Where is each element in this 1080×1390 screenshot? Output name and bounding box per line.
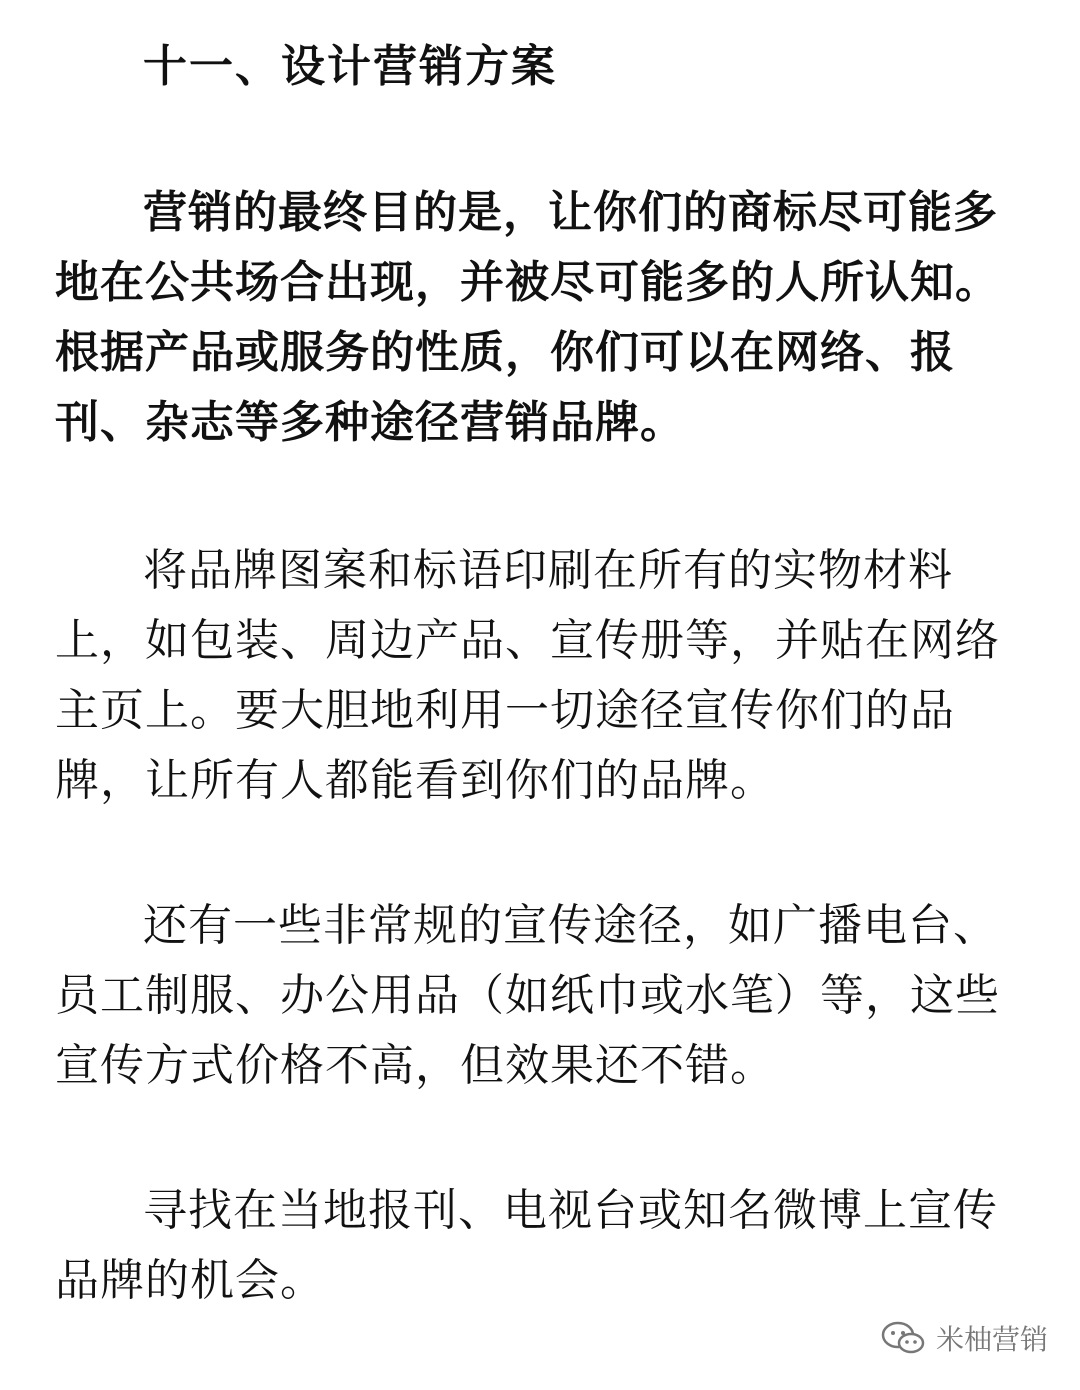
paragraph-4-line-1: 寻找在当地报刊、电视台或知名微博上宣传 xyxy=(143,1185,998,1236)
paragraph-3-line-1: 还有一些非常规的宣传途径，如广播电台、 xyxy=(143,900,998,951)
paragraph-3-line-2: 员工制服、办公用品（如纸巾或水笔）等，这些 xyxy=(55,970,1000,1021)
paragraph-1-line-2: 地在公共场合出现，并被尽可能多的人所认知。 xyxy=(55,257,1000,308)
account-watermark xyxy=(880,1316,1048,1360)
paragraph-1-line-3: 根据产品或服务的性质，你们可以在网络、报 xyxy=(55,327,955,378)
paragraph-1-line-1: 营销的最终目的是，让你们的商标尽可能多 xyxy=(143,187,998,238)
paragraph-2-line-2: 上，如包装、周边产品、宣传册等，并贴在网络 xyxy=(55,615,1000,666)
paragraph-3-line-3: 宣传方式价格不高，但效果还不错。 xyxy=(55,1040,775,1091)
paragraph-2-line-3: 主页上。要大胆地利用一切途径宣传你们的品 xyxy=(55,685,955,736)
watermark-text: 米柚营销 xyxy=(936,1323,1049,1356)
section-heading: 十一、设计营销方案 xyxy=(143,41,557,92)
paragraph-2-line-4: 牌，让所有人都能看到你们的品牌。 xyxy=(55,755,775,806)
paragraph-4-line-2: 品牌的机会。 xyxy=(55,1255,325,1306)
paragraph-1-line-4: 刊、杂志等多种途径营销品牌。 xyxy=(55,397,685,448)
paragraph-2-line-1: 将品牌图案和标语印刷在所有的实物材料 xyxy=(143,545,953,596)
wechat-icon xyxy=(880,1319,926,1357)
